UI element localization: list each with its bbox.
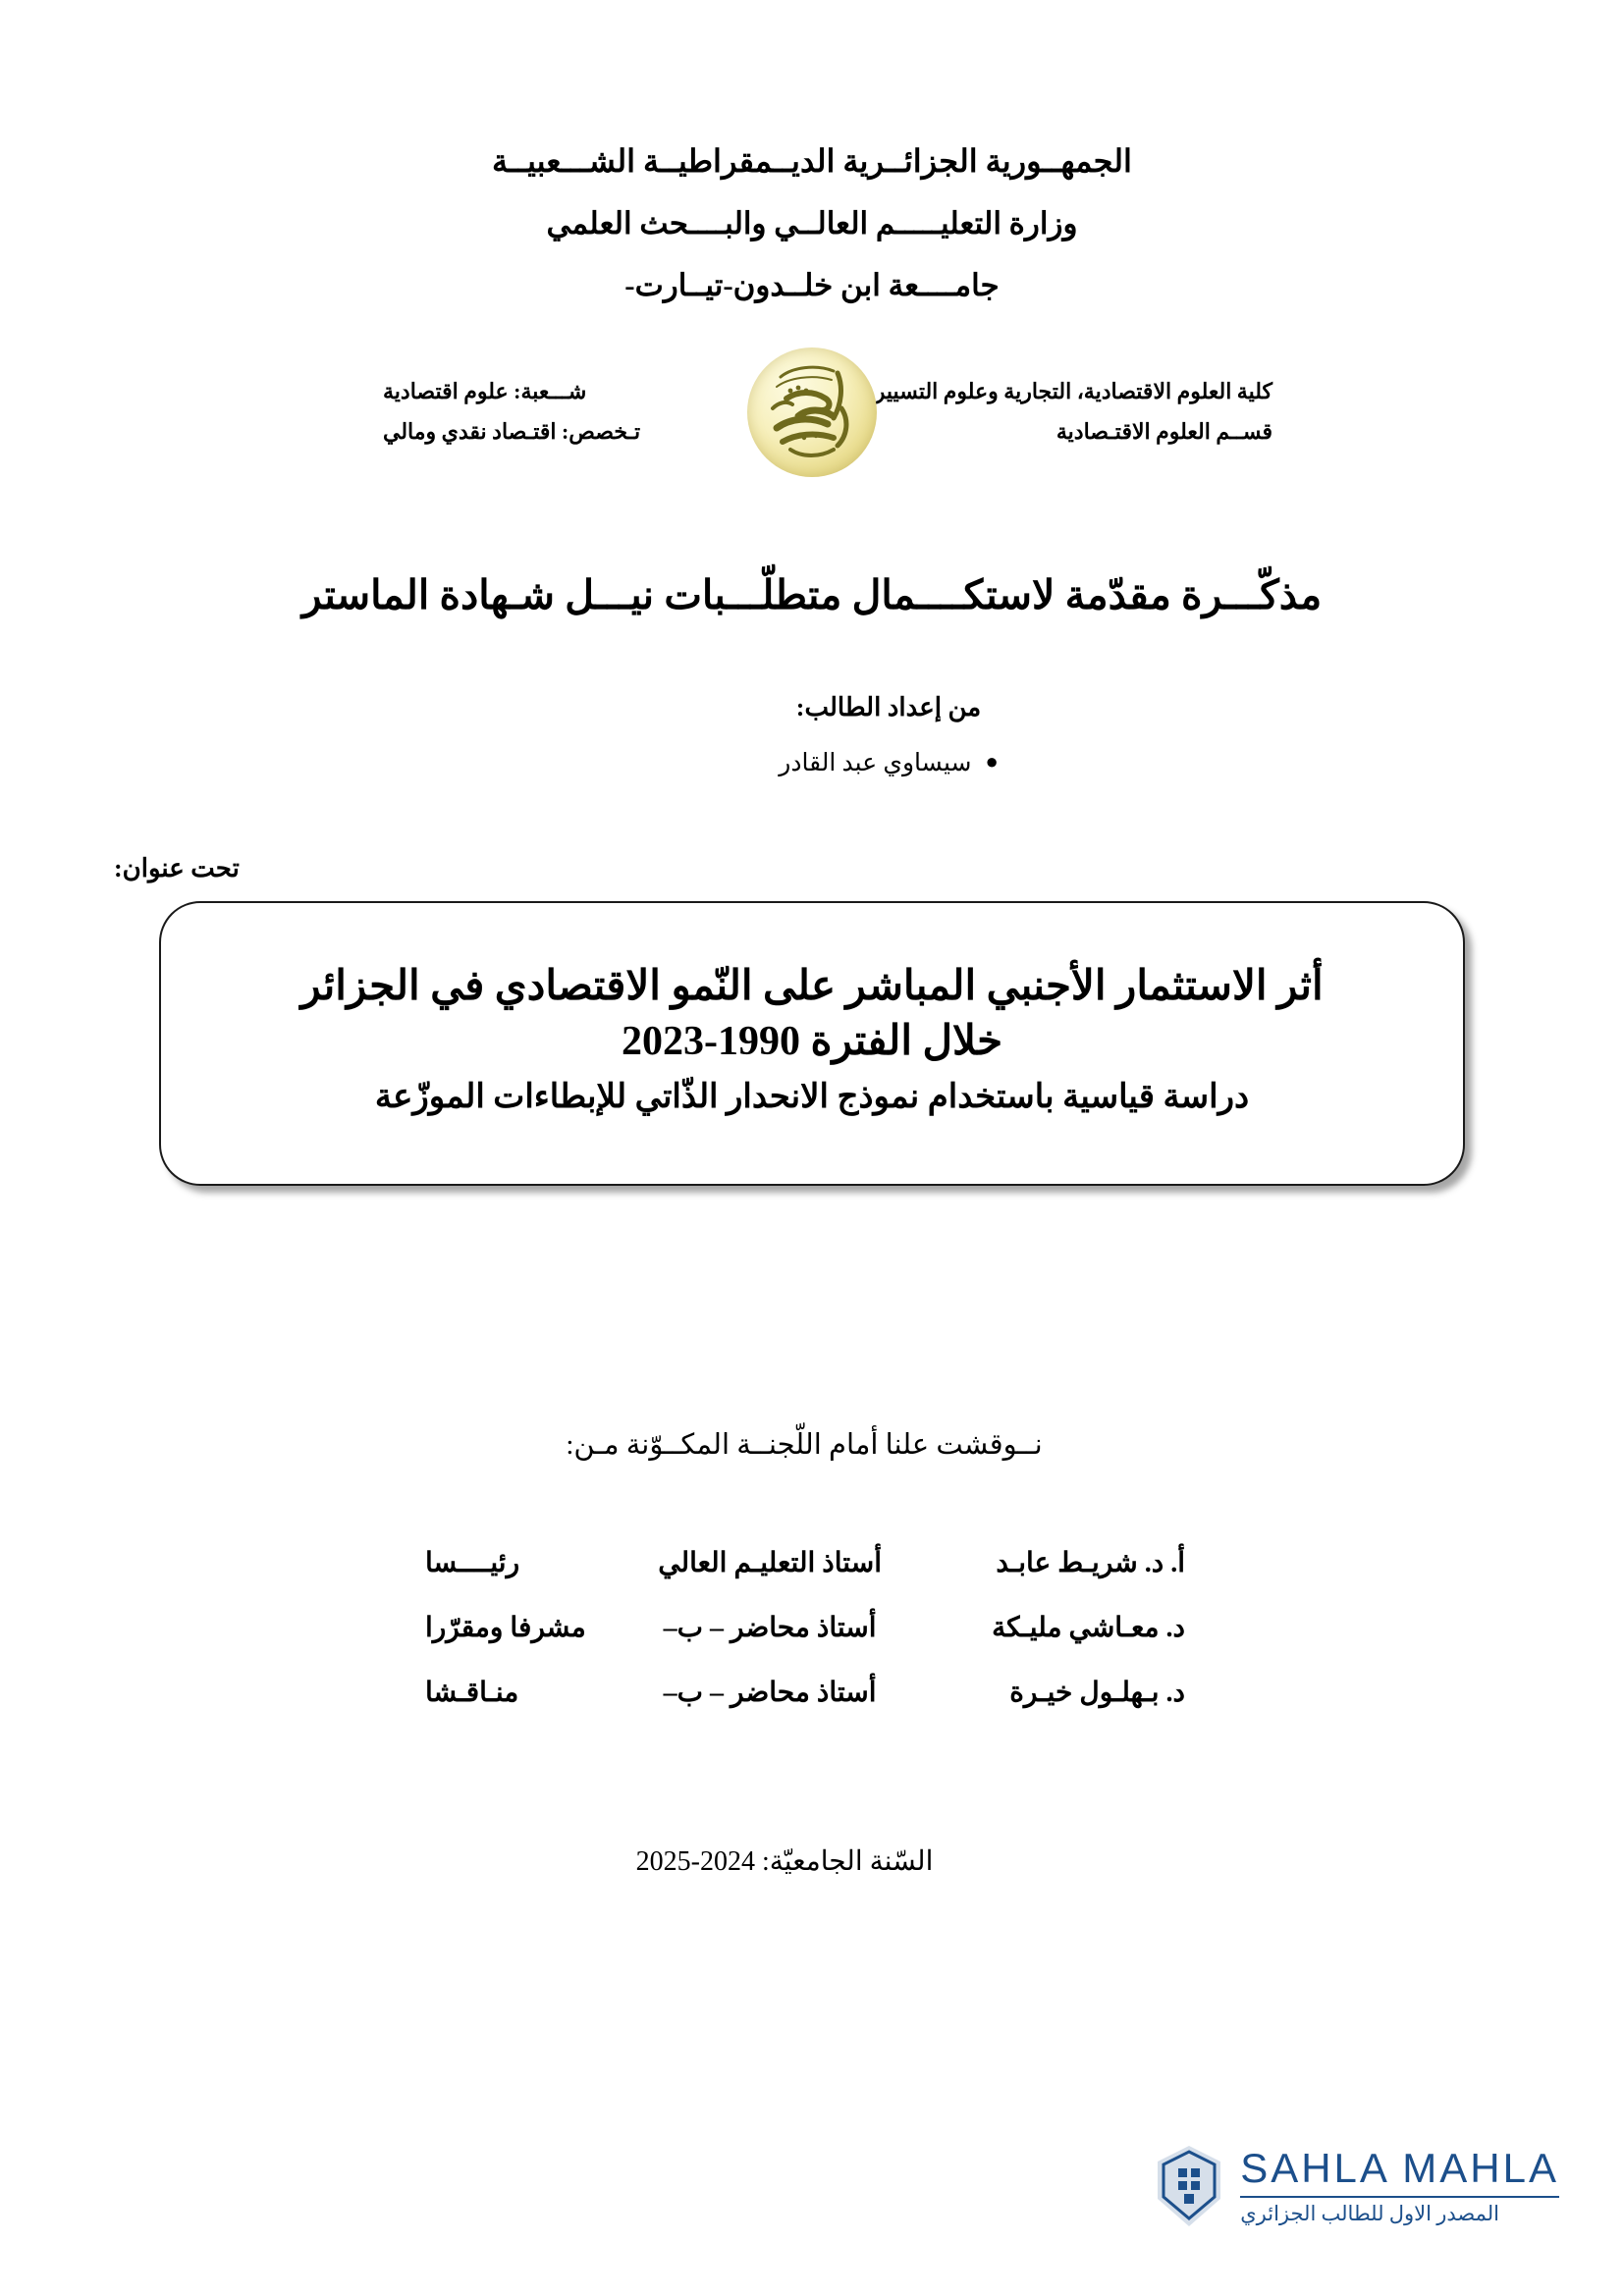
- jury-member-rank: أستاذ محاضر – ب–: [663, 1678, 877, 1708]
- table-row: [243, 1597, 1381, 1662]
- jury-table: [243, 1532, 1381, 1727]
- student-label: من إعداد الطالب:: [795, 693, 982, 721]
- thesis-title-box: [159, 901, 1465, 1186]
- department-name: قســم العلوم الاقتـصادية: [1056, 419, 1272, 444]
- jury-member-role: منـاقـشا: [425, 1678, 519, 1708]
- header-line-ministry: وزارة التعليـــــم العالــي والبــــحث العلمي: [546, 206, 1078, 240]
- jury-member-name: أ. د. شريـط عابـد: [996, 1548, 1185, 1578]
- jury-intro-text: نــوقشت علنا أمام اللّجنــة المكــوّنة مـن:: [566, 1429, 1043, 1461]
- branch-specialty-block: [277, 372, 738, 452]
- under-title-label: تحت عنوان:: [114, 854, 240, 882]
- institution-header: [0, 145, 1624, 300]
- student-block: [0, 693, 1624, 777]
- thesis-statement: مذكّـــرة مقدّمة لاستكــــمال متطلّـــبات نيـــل شـهادة الماستر: [301, 572, 1323, 617]
- bullet-icon: ●: [985, 749, 999, 774]
- jury-member-rank: أستاذ محاضر – ب–: [663, 1613, 877, 1643]
- list-item: [77, 748, 1624, 777]
- jury-member-role: رئيــــسا: [425, 1548, 520, 1578]
- table-row: [243, 1532, 1381, 1597]
- jury-member-rank: أستاذ التعليـم العالي: [658, 1548, 882, 1578]
- watermark-text-wrap: [1240, 2145, 1559, 2225]
- faculty-name: كلية العلوم الاقتصادية، التجارية وعلوم التسيير: [874, 379, 1272, 404]
- jury-member-role: مشرفا ومقرّرا: [425, 1613, 586, 1643]
- branch-name: شـــعبة: علوم اقتصادية: [383, 379, 587, 404]
- sahla-mahla-watermark: [1098, 2128, 1559, 2244]
- watermark-title: SAHLA MAHLA: [1240, 2145, 1559, 2191]
- header-line-university: جامــــعة ابن خلــدون-تيــارت-: [624, 268, 1000, 302]
- jury-member-name: د. معـاشي مليـكة: [992, 1613, 1185, 1643]
- jury-member-name: د. بـهلـول خيـرة: [1009, 1678, 1185, 1708]
- thesis-title-line-3: دراسة قياسية باستخدام نموذج الانحدار الذّاتي للإبطاءات الموزّعة: [374, 1078, 1250, 1115]
- watermark-subtitle: المصدر الاول للطالب الجزائري: [1240, 2202, 1499, 2225]
- header-line-republic: الجمهــورية الجزائــرية الديــمقراطيــة الشـــعبيــة: [492, 143, 1132, 179]
- university-logo-wrap: [738, 347, 886, 477]
- student-list: [0, 748, 1624, 777]
- academic-year: السّنة الجامعيّة: 2024-2025: [635, 1846, 934, 1877]
- table-row: [243, 1662, 1381, 1727]
- faculty-logo-row: [0, 347, 1624, 477]
- specialty-name: تـخصص: اقتـصاد نقدي ومالي: [383, 419, 641, 444]
- student-name: سيساوي عبد القادر: [779, 750, 972, 776]
- university-seal-icon: [747, 347, 877, 477]
- thesis-title-line-2: خلال الفترة 1990-2023: [621, 1019, 1003, 1065]
- sahla-mahla-logo-icon: [1152, 2144, 1226, 2228]
- thesis-title-line-1: أثر الاستثمار الأجنبي المباشر على النّمو الاقتصادي في الجزائر: [300, 963, 1324, 1009]
- watermark-divider: [1240, 2196, 1559, 2198]
- faculty-department-block: [874, 372, 1347, 452]
